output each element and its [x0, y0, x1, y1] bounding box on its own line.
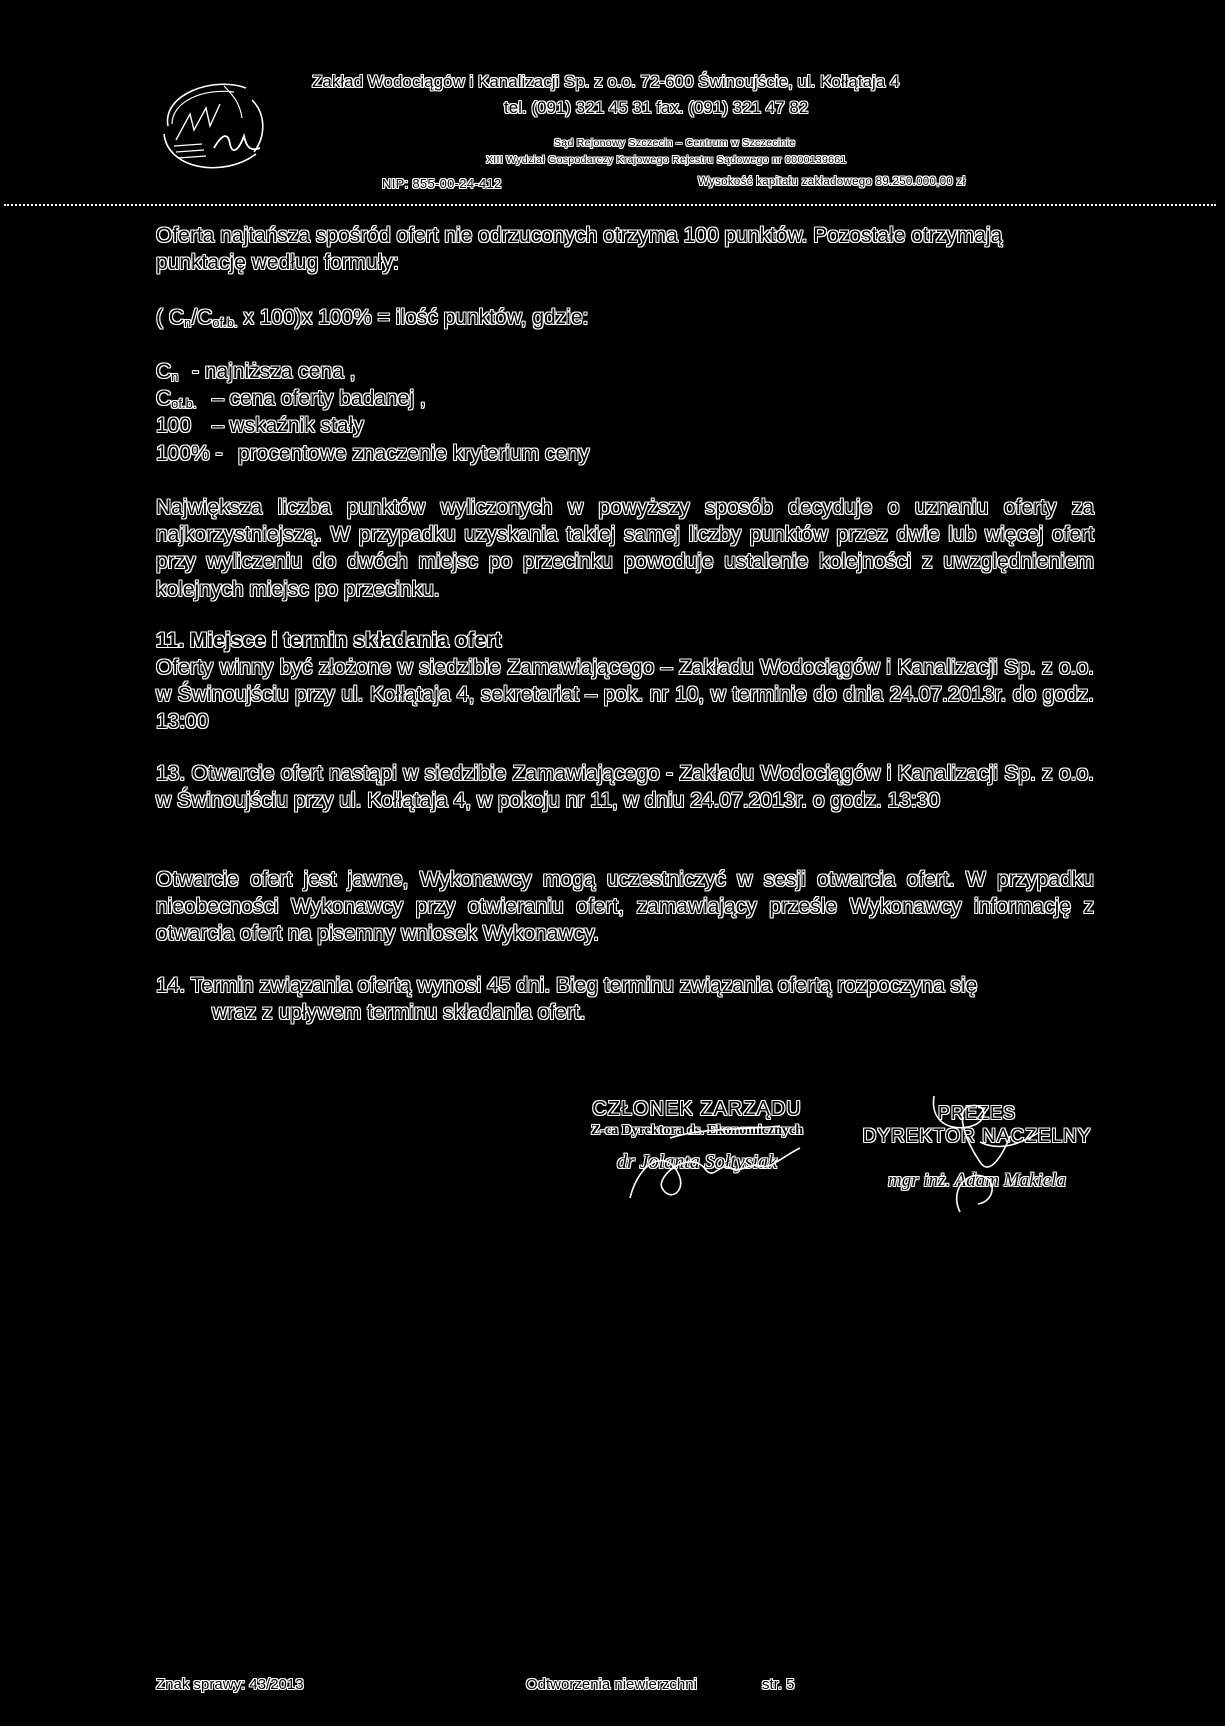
definition-symbol: 100% -: [156, 441, 223, 465]
signature-left-name: dr Jolanta Sołtysiak: [617, 1151, 777, 1173]
company-logo: [154, 74, 274, 178]
section-14-line-1: 14. Termin związania ofertą wynosi 45 dni. Bieg terminu związania ofertą rozpoczyna się: [156, 974, 978, 997]
footer-page-number: str. 5: [762, 1676, 795, 1693]
footer-reproduction: Odtworzenia niewierzchni: [526, 1676, 697, 1693]
header-divider: [4, 204, 1216, 206]
definition-row: [156, 440, 1094, 467]
intro-paragraph: [156, 222, 1094, 276]
formula-mid: /C: [191, 306, 213, 329]
formula-definitions: [156, 358, 1094, 467]
definition-symbol: 100: [156, 414, 192, 438]
definition-text: procentowe znaczenie kryterium ceny: [238, 441, 590, 465]
signature-right-title-2: DYREKTOR NACZELNY: [862, 1126, 1092, 1147]
header-company-line: Zakład Wodociągów i Kanalizacji Sp. z o.o. 72-600 Świnoujście, ul. Kołłątaja 4: [312, 72, 900, 91]
definition-row: [156, 358, 1094, 385]
signature-right-title: PREZES: [937, 1103, 1017, 1123]
header-capital: Wysokość kapitału zakładowego 89.250.000,00 zł: [698, 176, 966, 188]
header-registry-line: XIII Wydział Gospodarczy Krajowego Rejestru Sądowego nr 0000139661: [486, 154, 847, 166]
intro-line-1: Oferta najtańsza spośród ofert nie odrzuconych otrzyma 100 punktów. Pozostałe otrzymają: [156, 224, 1003, 247]
scoring-paragraph: Największa liczba punktów wyliczonych w powyższy sposób decyduje o uznaniu oferty za najkorzystniejszą. W przypadku uzyskania takiej samej liczby punktów przez dwie lub więcej ofert przy wyliczeniu do dwóch miejsc po przecinku powoduje ustalenie kolejności z uwzględnieniem kolejnych miejsc po przecinku.: [156, 496, 1094, 601]
definition-row: [156, 412, 1094, 439]
formula-open: ( C: [156, 306, 184, 329]
definition-subscript: of.b.: [171, 396, 197, 412]
section-14: [156, 972, 1094, 1026]
signature-left-title: CZŁONEK ZARZĄDU: [592, 1098, 802, 1120]
definition-symbol: C: [156, 387, 172, 411]
section-11-text: Oferty winny być złożone w siedzibie Zamawiającego – Zakładu Wodociągów i Kanalizacji Sp. z o.o. w Świnoujściu przy ul. Kołłątaja 4, sekretariat – pok. nr 10, w terminie do dnia 24.07.2013r. do godz. 13:00: [156, 656, 1094, 734]
definition-symbol: C: [156, 360, 172, 383]
intro-line-2: punktację według formuły:: [156, 251, 399, 275]
handwritten-signature-left: [610, 1118, 810, 1208]
definition-text: – wskaźnik stały: [212, 414, 364, 438]
header-court-line: Sąd Rejonowy Szczecin – Centrum w Szczecinie: [554, 137, 796, 149]
definition-row: [156, 385, 1094, 412]
handwritten-signature-right: [920, 1092, 1060, 1222]
definition-text: – cena oferty badanej ,: [212, 387, 426, 411]
section-14-line-2: wraz z upływem terminu składania ofert.: [212, 1001, 586, 1025]
section-13-text: 13. Otwarcie ofert nastąpi w siedzibie Zamawiającego - Zakładu Wodociągów i Kanalizacji Sp. z o.o. w Świnoujściu przy ul. Kołłątaja 4, w pokoju nr 11, w dniu 24.07.2013r. o godz. 13:30: [156, 762, 1094, 813]
footer-case-mark: Znak sprawy: 43/2013: [156, 1676, 304, 1693]
logo-emblem: [154, 74, 274, 178]
signature-left-subtitle: Z-ca Dyrektora ds. Ekonomicznych: [590, 1123, 804, 1138]
definition-subscript: n: [171, 369, 179, 384]
section-11-heading: 11. Miejsce i termin składania ofert: [156, 629, 502, 652]
definition-text: - najniższa cena ,: [192, 360, 356, 383]
header-nip: NIP: 855-00-24-412: [382, 176, 502, 191]
header-phone-line: tel. (091) 321 45 31 fax. (091) 321 47 82: [504, 98, 809, 117]
formula-sub-n: n: [184, 315, 192, 330]
opening-paragraph: Otwarcie ofert jest jawne, Wykonawcy mogą uczestniczyć w sesji otwarcia ofert. W przypadku nieobecności Wykonawcy przy otwieraniu ofert, zamawiający prześle Wykonawcy informację z otwarcia ofert na pisemny wniosek Wykonawcy.: [156, 868, 1094, 946]
signature-right-name: mgr inż. Adam Makiela: [887, 1170, 1067, 1191]
formula: [156, 304, 1094, 331]
formula-rest: x 100)x 100% = ilość punktów, gdzie:: [237, 306, 589, 329]
formula-sub-ofb: of.b.: [212, 315, 238, 330]
